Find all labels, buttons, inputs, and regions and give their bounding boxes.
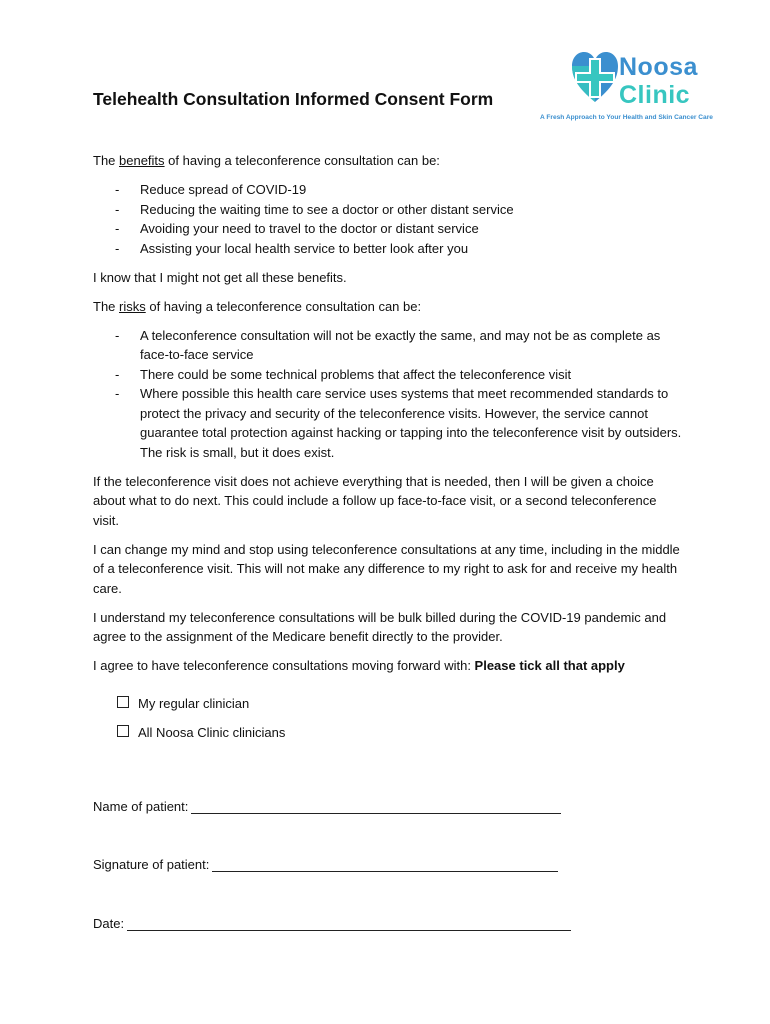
option-regular-clinician[interactable] xyxy=(117,690,683,719)
agree-statement xyxy=(93,656,683,676)
signature-field xyxy=(93,857,558,872)
list-marker: - xyxy=(115,182,120,197)
list-item-text: Where possible this health care service uses systems that meet recommended standards to protect the privacy and security of the teleconference visits. However, the service cannot guarantee total protection against hacking or tapping into the teleconference visit by outsiders. The risk is small, but it does exist. xyxy=(140,386,682,460)
page-title: Telehealth Consultation Informed Consent Form xyxy=(93,89,494,109)
list-item xyxy=(115,326,683,365)
list-item-text: There could be some technical problems that affect the teleconference visit xyxy=(140,366,572,382)
list-marker: - xyxy=(115,366,120,382)
signature-label: Signature of patient: xyxy=(93,857,210,872)
clinician-options xyxy=(93,690,683,748)
name-label: Name of patient: xyxy=(93,799,189,814)
list-item xyxy=(115,200,683,220)
benefits-intro xyxy=(93,151,683,171)
checkbox-regular-clinician[interactable] xyxy=(117,696,129,708)
heart-cross-icon xyxy=(572,52,618,104)
date-label: Date: xyxy=(93,916,125,931)
logo-tagline: A Fresh Approach to Your Health and Skin Cancer Care xyxy=(540,114,713,121)
risks-intro-suffix: of having a teleconference consultation can be: xyxy=(145,298,422,314)
signature-input-line[interactable] xyxy=(212,857,558,872)
name-field xyxy=(93,799,561,814)
clinic-logo xyxy=(540,50,750,130)
benefits-intro-suffix: of having a teleconference consultation can be: xyxy=(164,153,440,168)
date-input-line[interactable] xyxy=(127,916,571,931)
risks-intro xyxy=(93,297,683,317)
list-marker: - xyxy=(115,221,120,236)
paragraph-change-mind: I can change my mind and stop using teleconference consultations at any time, including in the middle of a teleconference visit. This will not make any difference to my right to ask for and receive my health care. xyxy=(93,541,680,596)
benefits-note: I know that I might not get all these benefits. xyxy=(93,269,347,285)
list-item-text: Reducing the waiting time to see a doctor or other distant service xyxy=(140,201,514,217)
list-marker: - xyxy=(115,201,120,217)
list-item-text: Reduce spread of COVID-19 xyxy=(140,182,307,197)
list-item xyxy=(115,384,683,462)
list-item xyxy=(115,365,683,385)
list-item-text: Assisting your local health service to better look after you xyxy=(140,240,469,256)
list-item-text: Avoiding your need to travel to the doctor or distant service xyxy=(140,221,479,236)
date-field xyxy=(93,916,571,931)
list-item xyxy=(115,180,683,200)
logo-text-noosa: Noosa xyxy=(619,53,698,81)
list-marker: - xyxy=(115,327,120,343)
logo-text-clinic: Clinic xyxy=(619,81,691,109)
option-label: All Noosa Clinic clinicians xyxy=(138,725,286,741)
agree-instruction: Please tick all that apply xyxy=(474,658,625,673)
risks-term: risks xyxy=(119,298,146,314)
name-input-line[interactable] xyxy=(191,799,561,814)
list-item xyxy=(115,219,683,239)
list-marker: - xyxy=(115,386,120,401)
list-item-text: A teleconference consultation will not be exactly the same, and may not be as complete as face-to-face service xyxy=(140,327,661,362)
paragraph-next-steps: If the teleconference visit does not achieve everything that is needed, then I will be given a choice about what to do next. This could include a follow up face-to-face visit, or a second teleconference visit. xyxy=(93,473,657,528)
agree-text: I agree to have teleconference consultations moving forward with: xyxy=(93,658,475,673)
list-item xyxy=(115,239,683,259)
checkbox-all-clinicians[interactable] xyxy=(117,725,129,737)
benefits-list xyxy=(93,180,683,258)
list-marker: - xyxy=(115,240,120,256)
option-label: My regular clinician xyxy=(138,696,250,712)
risks-intro-prefix: The xyxy=(93,298,120,314)
option-all-clinicians[interactable] xyxy=(117,719,683,748)
paragraph-bulk-billing: I understand my teleconference consultations will be bulk billed during the COVID-19 pandemic and agree to the assignment of the Medicare benefit directly to the provider. xyxy=(93,609,667,644)
risks-list xyxy=(93,326,683,463)
form-body xyxy=(93,151,683,748)
benefits-term: benefits xyxy=(119,153,165,168)
benefits-intro-prefix: The xyxy=(93,153,120,168)
